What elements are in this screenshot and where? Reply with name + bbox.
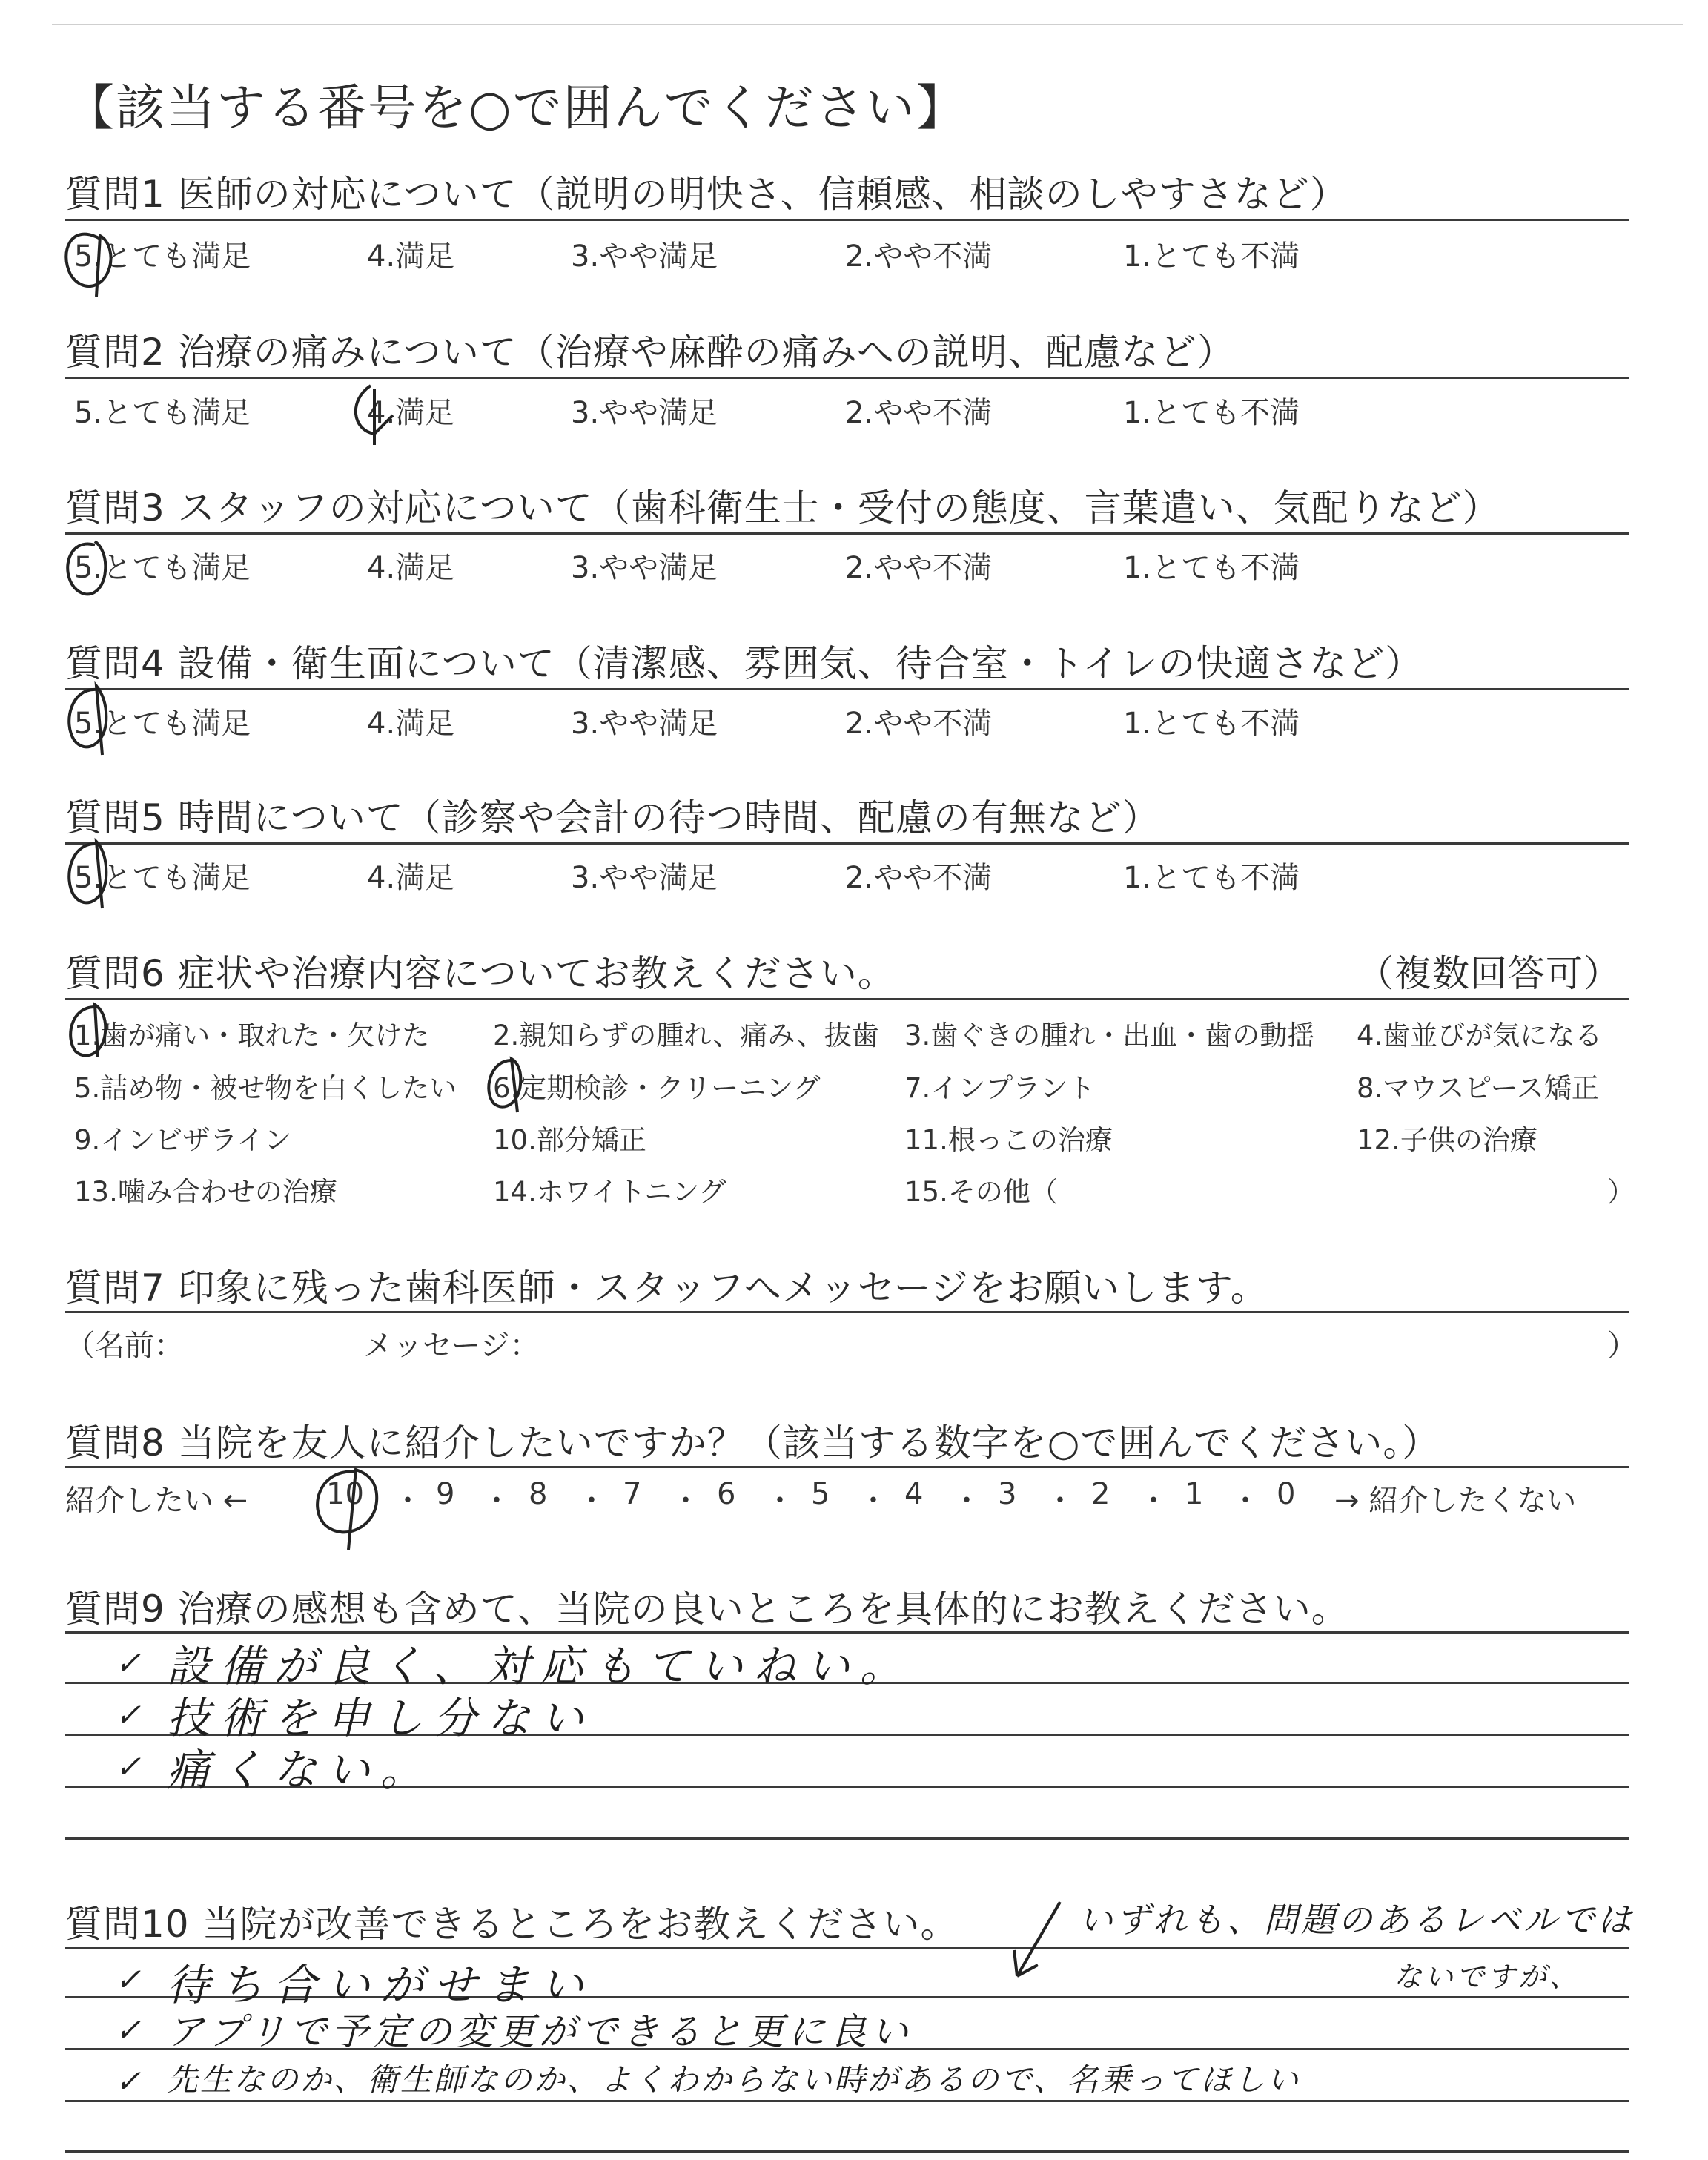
q8-score-1[interactable]: 1 [1185,1477,1204,1511]
q3-option-5[interactable]: 5.とても満足 [74,551,251,585]
q1-option-1[interactable]: 1.とても不満 [1123,240,1300,274]
q4-option-4[interactable]: 4.満足 [367,707,455,741]
q8-dot: ・ [858,1484,888,1518]
q7-close: ） [1607,1329,1637,1363]
q6-option-2[interactable]: 2.親知らずの腫れ、痛み、抜歯 [493,1020,879,1051]
form-instruction-title: 【該当する番号を○で囲んでください】 [65,79,967,136]
q2-title: 質問2 治療の痛みについて（治療や麻酔の痛みへの説明、配慮など） [65,331,1235,374]
q9-check-icon: ✓ [115,1645,142,1681]
q5-option-4[interactable]: 4.満足 [367,861,455,895]
q8-score-4[interactable]: 4 [904,1477,924,1511]
q2-option-3[interactable]: 3.やや満足 [571,396,718,430]
q7-message-label: メッセージ： [363,1329,540,1363]
q10-check-icon: ✓ [115,1961,142,1998]
q6-option-15[interactable]: 15.その他（ [904,1176,1058,1208]
q1-circle-mark [66,234,110,297]
q6-other-close: ） [1607,1176,1635,1208]
q8-score-2[interactable]: 2 [1091,1477,1110,1511]
q3-option-1[interactable]: 1.とても不満 [1123,551,1300,585]
q8-score-8[interactable]: 8 [529,1477,548,1511]
q10-note-line1: いずれも、問題のあるレベルでは [1079,1900,1635,1940]
q5-option-2[interactable]: 2.やや不満 [845,861,993,895]
q4-option-3[interactable]: 3.やや満足 [571,707,718,741]
q8-score-0[interactable]: 0 [1277,1477,1296,1511]
q2-option-1[interactable]: 1.とても不満 [1123,396,1300,430]
q9-title: 質問9 治療の感想も含めて、当院の良いところを具体的にお教えください。 [65,1588,1349,1631]
q8-score-6[interactable]: 6 [717,1477,736,1511]
q2-option-2[interactable]: 2.やや不満 [845,396,993,430]
q5-option-1[interactable]: 1.とても不満 [1123,861,1300,895]
q6-option-5[interactable]: 5.詰め物・被せ物を白くしたい [74,1072,457,1104]
q6-option-1-circle [70,1005,105,1057]
q6-option-14[interactable]: 14.ホワイトニング [493,1176,726,1208]
q1-option-3[interactable]: 3.やや満足 [571,240,718,274]
q1-title: 質問1 医師の対応について（説明の明快さ、信頼感、相談のしやすさなど） [65,173,1348,216]
q6-multiple-note: （複数回答可） [1357,952,1621,995]
q2-circle-mark [356,386,393,445]
q8-dot: ・ [1139,1484,1168,1518]
q1-option-2[interactable]: 2.やや不満 [845,240,993,274]
q1-option-5[interactable]: 5.とても満足 [74,240,251,274]
q3-option-4[interactable]: 4.満足 [367,551,455,585]
q8-dot: ・ [952,1484,982,1518]
q6-option-6[interactable]: 6.定期検診・クリーニング [493,1072,821,1104]
q10-answer-1: 待ち合いがせまい [167,1960,595,2010]
q8-dot: ・ [577,1484,606,1518]
q8-dot: ・ [1231,1484,1260,1518]
q5-option-5[interactable]: 5.とても満足 [74,861,251,895]
q3-title: 質問3 スタッフの対応について（歯科衛生士・受付の態度、言葉遣い、気配りなど） [65,486,1500,529]
q8-circle-mark [317,1470,377,1550]
q9-answer-1: 設備が良く、対応もていねい。 [167,1641,913,1691]
q8-dot: ・ [1045,1484,1075,1518]
q8-dot: ・ [482,1484,512,1518]
q6-option-7[interactable]: 7.インプラント [904,1072,1096,1104]
q9-answer-3: 痛くない。 [167,1745,434,1795]
q10-check-icon: ✓ [115,2012,142,2048]
q8-dot: ・ [393,1484,423,1518]
q10-note-line2: ないですが、 [1394,1961,1581,1993]
q8-right-label: → 紹介したくない [1334,1484,1577,1518]
q5-title: 質問5 時間について（診察や会計の待つ時間、配慮の有無など） [65,796,1160,839]
q6-option-6-circle [489,1059,520,1112]
q6-option-11[interactable]: 11.根っこの治療 [904,1124,1113,1156]
q10-check-icon: ✓ [115,2063,142,2099]
q8-score-5[interactable]: 5 [811,1477,830,1511]
q9-check-icon: ✓ [115,1748,142,1785]
q3-circle-mark [67,541,105,594]
q10-answer-3: 先生なのか、衛生師なのか、よくわからない時があるので、名乗ってほしい [167,2061,1301,2098]
q6-option-1[interactable]: 1.歯が痛い・取れた・欠けた [74,1020,430,1051]
q8-dot: ・ [671,1484,701,1518]
q8-score-10[interactable]: 10 [326,1477,364,1511]
q6-option-4[interactable]: 4.歯並びが気になる [1357,1020,1603,1051]
q8-title: 質問8 当院を友人に紹介したいですか？（該当する数字を○で囲んでください。） [65,1421,1440,1464]
q6-option-13[interactable]: 13.噛み合わせの治療 [74,1176,337,1208]
q6-option-12[interactable]: 12.子供の治療 [1357,1124,1537,1156]
q8-score-9[interactable]: 9 [436,1477,455,1511]
q1-option-4[interactable]: 4.満足 [367,240,455,274]
q10-arrow-mark [1014,1902,1060,1976]
q6-option-10[interactable]: 10.部分矯正 [493,1124,646,1156]
q8-dot: ・ [765,1484,795,1518]
q2-option-4[interactable]: 4.満足 [367,396,455,430]
q5-option-3[interactable]: 3.やや満足 [571,861,718,895]
q6-option-8[interactable]: 8.マウスピース矯正 [1357,1072,1599,1104]
q4-option-5[interactable]: 5.とても満足 [74,707,251,741]
q9-answer-2: 技術を申し分ない [167,1693,595,1743]
q10-answer-2: アプリで予定の変更ができると更に良い [167,2010,913,2053]
q7-name-label: （名前： [65,1329,184,1363]
q6-option-9[interactable]: 9.インビザライン [74,1124,292,1156]
q4-title: 質問4 設備・衛生面について（清潔感、雰囲気、待合室・トイレの快適さなど） [65,642,1423,685]
q8-left-label: 紹介したい ← [65,1484,248,1518]
q6-title: 質問6 症状や治療内容についてお教えください。 [65,952,896,995]
q4-option-2[interactable]: 2.やや不満 [845,707,993,741]
q4-circle-mark [69,686,106,755]
q10-title: 質問10 当院が改善できるところをお教えください。 [65,1903,959,1946]
q2-option-5[interactable]: 5.とても満足 [74,396,251,430]
q5-circle-mark [69,842,106,908]
q9-check-icon: ✓ [115,1697,142,1733]
q7-title: 質問7 印象に残った歯科医師・スタッフへメッセージをお願いします。 [65,1266,1268,1309]
q8-score-7[interactable]: 7 [623,1477,642,1511]
q3-option-3[interactable]: 3.やや満足 [571,551,718,585]
q6-option-3[interactable]: 3.歯ぐきの腫れ・出血・歯の動揺 [904,1020,1315,1051]
q4-option-1[interactable]: 1.とても不満 [1123,707,1300,741]
q8-score-3[interactable]: 3 [998,1477,1017,1511]
q3-option-2[interactable]: 2.やや不満 [845,551,993,585]
